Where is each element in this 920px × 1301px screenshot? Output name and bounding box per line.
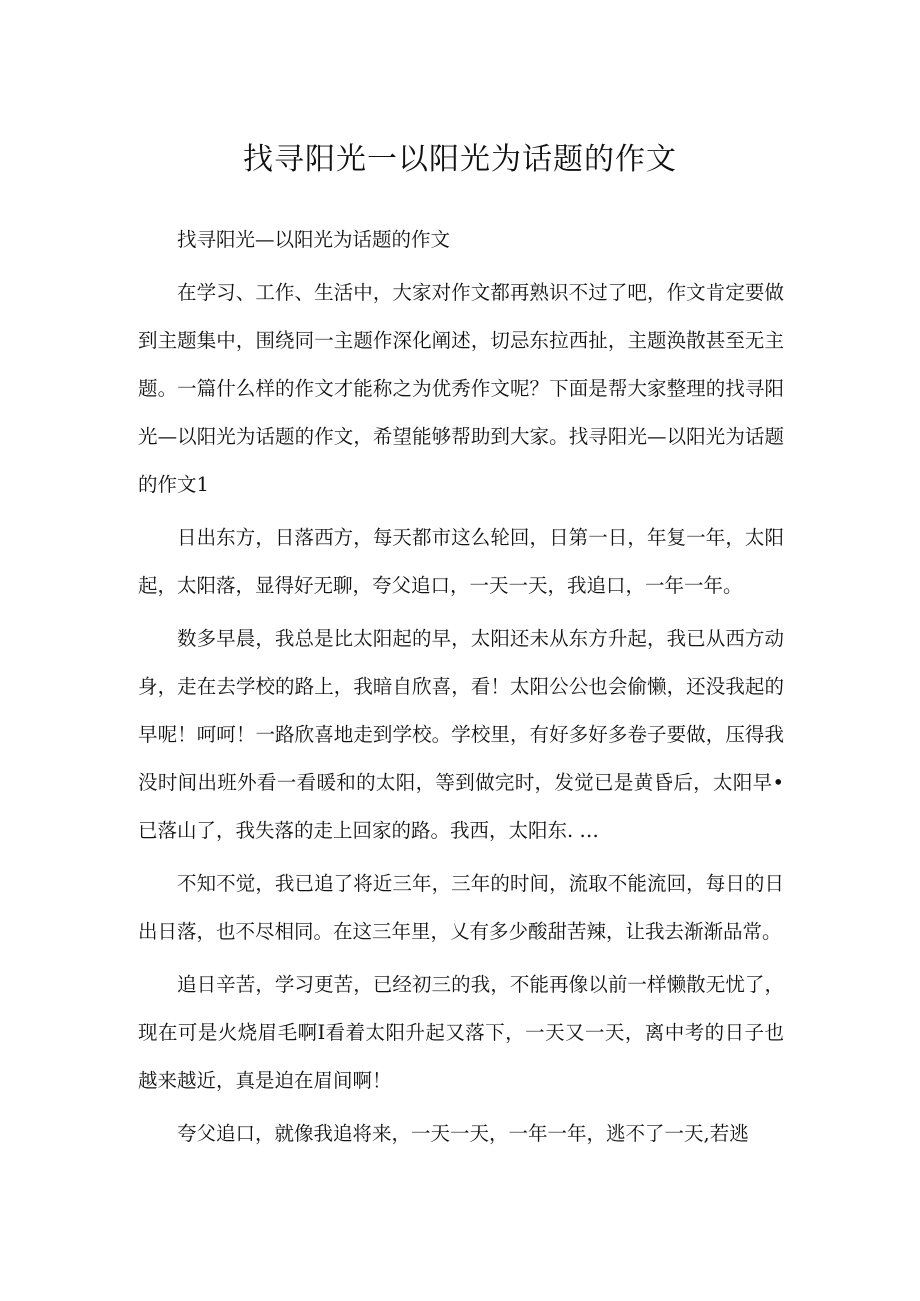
body-paragraph: 追日辛苦，学习更苦，已经初三的我，不能再像以前一样懒散无忧了，现在可是火烧眉毛啊I看着太阳升起又落下，一天又一天，离中考的日子也越来越近，真是迫在眉间啊！ bbox=[138, 973, 784, 1092]
body-paragraph: 夸父追口，就像我追将来，一天一天，一年一年，逃不了一天,若逃 bbox=[177, 1122, 749, 1145]
document-title: 找寻阳光一以阳光为话题的作文 bbox=[243, 142, 677, 177]
document-body bbox=[138, 216, 784, 1163]
intro-paragraph: 在学习、工作、生活中，大家对作文都再熟识不过了吧，作文肯定要做到主题集中，围绕同一主题作深化阐述，切忌东拉西扯，主题涣散甚至无主题。一篇什么样的作文才能称之为优秀作文呢？下面是帮大家整理的找寻阳光—以阳光为话题的作文，希望能够帮助到大家。找寻阳光—以阳光为话题的作文1 bbox=[138, 281, 784, 496]
body-paragraph: 数多早晨，我总是比太阳起的早，太阳还未从东方升起，我已从西方动身，走在去学校的路上，我暗自欣喜，看！太阳公公也会偷懒，还没我起的早呢！呵呵！一路欣喜地走到学校。学校里，有好多好多卷子要做，压得我没时间出班外看一看暖和的太阳，等到做完时，发觉已是黄昏后，太阳早•已落山了，我失落的走上回家的路。我西，太阳东. … bbox=[138, 627, 784, 842]
body-paragraph: 日出东方，日落西方，每天都市这么轮回，日第一日，年复一年，太阳起，太阳落，显得好无聊，夸父追口，一天一天，我追口，一年一年。 bbox=[138, 526, 784, 597]
subtitle-paragraph: 找寻阳光—以阳光为话题的作文 bbox=[177, 228, 451, 251]
body-paragraph: 不知不觉，我已追了将近三年，三年的时间，流取不能流回，每日的日出日落，也不尽相同。在这三年里，乂有多少酸甜苦辣，让我去渐渐品常。 bbox=[138, 872, 784, 943]
